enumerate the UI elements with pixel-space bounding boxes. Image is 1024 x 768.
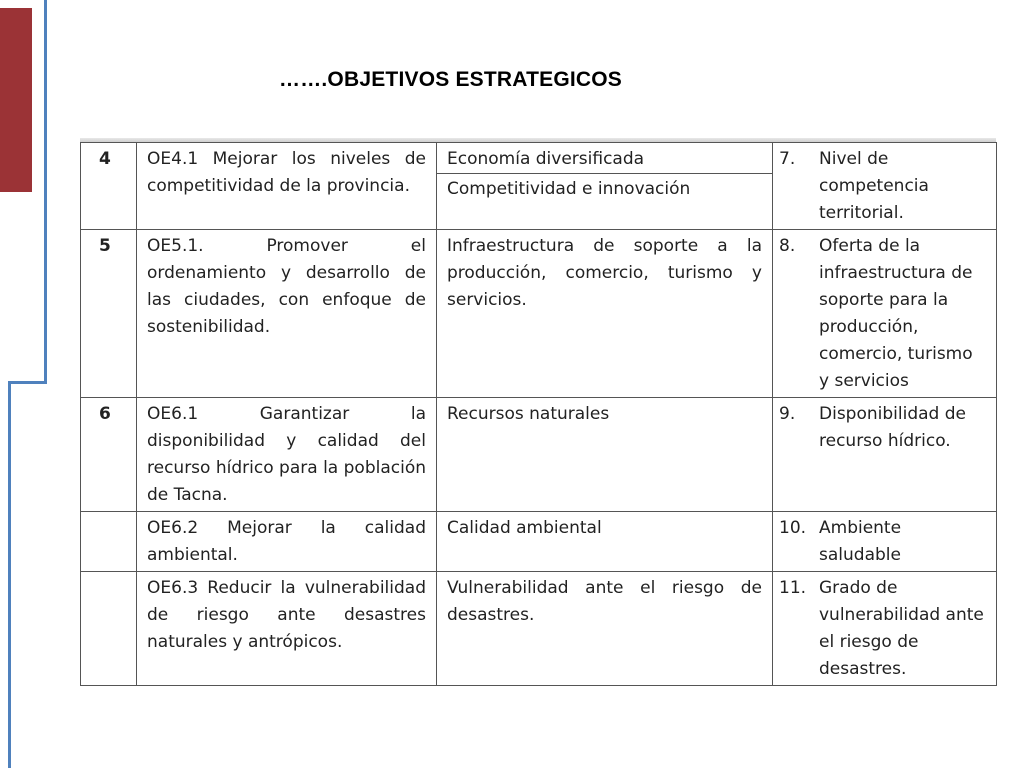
indicator-number: 7. <box>779 149 796 169</box>
variable-cell: Vulnerabilidad ante el riesgo de desastres. <box>437 572 773 686</box>
table-row <box>81 572 997 686</box>
objective-cell: OE6.2 Mejorar la calidad ambiental. <box>137 512 437 572</box>
variable-item: Competitividad e innovación <box>437 173 772 203</box>
row-number <box>81 512 137 572</box>
objective-cell: OE4.1 Mejorar los niveles de competitividad de la provincia. <box>137 143 437 230</box>
objective-cell: OE6.1 Garantizar la disponibilidad y calidad del recurso hídrico para la población de Tacna. <box>137 398 437 512</box>
decorative-blue-line-lower <box>8 381 11 768</box>
indicator-text: Grado de vulnerabilidad ante el riesgo de desastres. <box>819 578 984 679</box>
variable-cell: Recursos naturales <box>437 398 773 512</box>
indicator-text: Oferta de la infraestructura de soporte para la producción, comercio, turismo y servicios <box>819 236 973 391</box>
variable-cell <box>437 143 773 230</box>
decorative-blue-line <box>44 0 47 384</box>
table-row <box>81 230 997 398</box>
indicator-cell <box>773 398 997 512</box>
variable-item: Economía diversificada <box>447 149 645 169</box>
indicator-number: 11. <box>779 578 807 598</box>
decorative-red-bar <box>0 8 32 192</box>
indicator-text: Nivel de competencia territorial. <box>819 149 929 223</box>
slide-title: …….OBJETIVOS ESTRATEGICOS <box>279 68 622 91</box>
decorative-blue-connector <box>8 381 47 384</box>
table-row <box>81 143 997 230</box>
indicator-cell <box>773 143 997 230</box>
indicator-text: Ambiente saludable <box>819 518 902 565</box>
table-row <box>81 512 997 572</box>
row-number: 5 <box>81 230 137 398</box>
objective-cell: OE6.3 Reducir la vulnerabilidad de riesgo ante desastres naturales y antrópicos. <box>137 572 437 686</box>
indicator-cell <box>773 572 997 686</box>
objectives-table <box>80 142 997 686</box>
indicator-cell <box>773 512 997 572</box>
variable-cell: Calidad ambiental <box>437 512 773 572</box>
row-number <box>81 572 137 686</box>
indicator-number: 9. <box>779 404 796 424</box>
indicator-number: 10. <box>779 518 807 538</box>
table-row <box>81 398 997 512</box>
indicator-cell <box>773 230 997 398</box>
row-number: 4 <box>81 143 137 230</box>
indicator-text: Disponibilidad de recurso hídrico. <box>819 404 966 451</box>
variable-cell: Infraestructura de soporte a la producción, comercio, turismo y servicios. <box>437 230 773 398</box>
objective-cell: OE5.1. Promover el ordenamiento y desarrollo de las ciudades, con enfoque de sostenibilidad. <box>137 230 437 398</box>
row-number: 6 <box>81 398 137 512</box>
indicator-number: 8. <box>779 236 796 256</box>
